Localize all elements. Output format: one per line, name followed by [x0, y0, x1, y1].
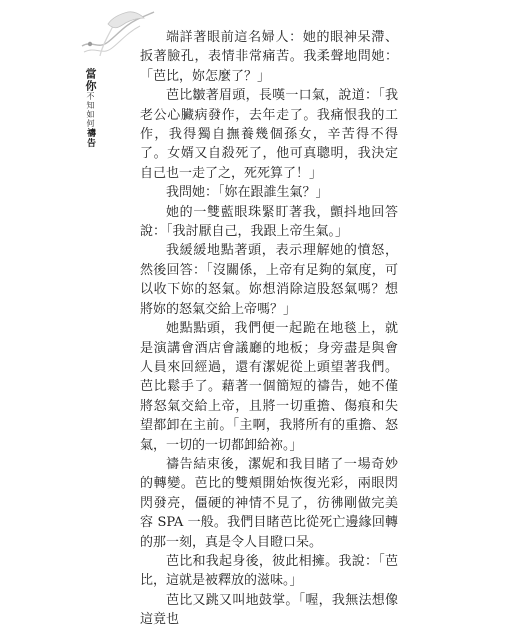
- paragraph: 禱告結束後，潔妮和我目睹了一場奇妙的轉變。芭比的雙頰開始恢復光彩，兩眼閃閃發亮，僵硬的神情不見了，彷彿剛做完美容 SPA 一般。我們目睹芭比從死亡邊緣回轉的那一刻，真是令人目瞪口呆。: [140, 456, 398, 550]
- paragraph: 芭比和我起身後，彼此相擁。我說：「芭比，這就是被釋放的滋味。」: [140, 553, 398, 589]
- running-head-end: 禱告: [85, 128, 95, 148]
- paragraph: 我緩緩地點著頭，表示理解她的憤怒，然後回答：「沒關係，上帝有足夠的氣度，可以收下妳的怒氣。妳想消除這股怒氣嗎？想將妳的怒氣交給上帝嗎？」: [140, 243, 398, 317]
- running-head-title: [82, 68, 98, 148]
- paragraph: 芭比又跳又叫地鼓掌。「喔，我無法想像這竟也: [140, 592, 398, 628]
- paragraph: 她的一雙藍眼珠緊盯著我，顫抖地回答說：「我討厭自己，我跟上帝生氣。」: [140, 204, 398, 240]
- running-head-main: 當你: [84, 68, 97, 92]
- paragraph: 芭比皺著眉頭，長嘆一口氣，說道：「我老公心臟病發作，去年走了。我痛恨我的工作，我得獨自撫養幾個孫女，辛苦得不得了。女婿又自殺死了，他可真聰明，我決定自己也一走了之，死死算了！」: [140, 88, 398, 181]
- paragraph: 她點點頭，我們便一起跪在地毯上，就是演講會酒店會議廳的地板；身旁盡是與會人員來回經過，還有潔妮從上頭望著我們。芭比鬆手了。藉著一個簡短的禱告，她不僅將怒氣交給上帝，且將一切重擔、傷痕和失望都卸在主前。「主啊，我將所有的重擔、怒氣，一切的一切都卸給祢。」: [140, 321, 398, 453]
- body-text: [140, 28, 398, 630]
- running-head-sub: 不知如何: [86, 92, 95, 128]
- paragraph: 端詳著眼前這名婦人：她的眼神呆滯、扳著臉孔，表情非常痛苦。我柔聲地問她：「芭比，妳怎麼了？」: [140, 30, 398, 84]
- paragraph: 我問她：「妳在跟誰生氣？」: [166, 185, 329, 201]
